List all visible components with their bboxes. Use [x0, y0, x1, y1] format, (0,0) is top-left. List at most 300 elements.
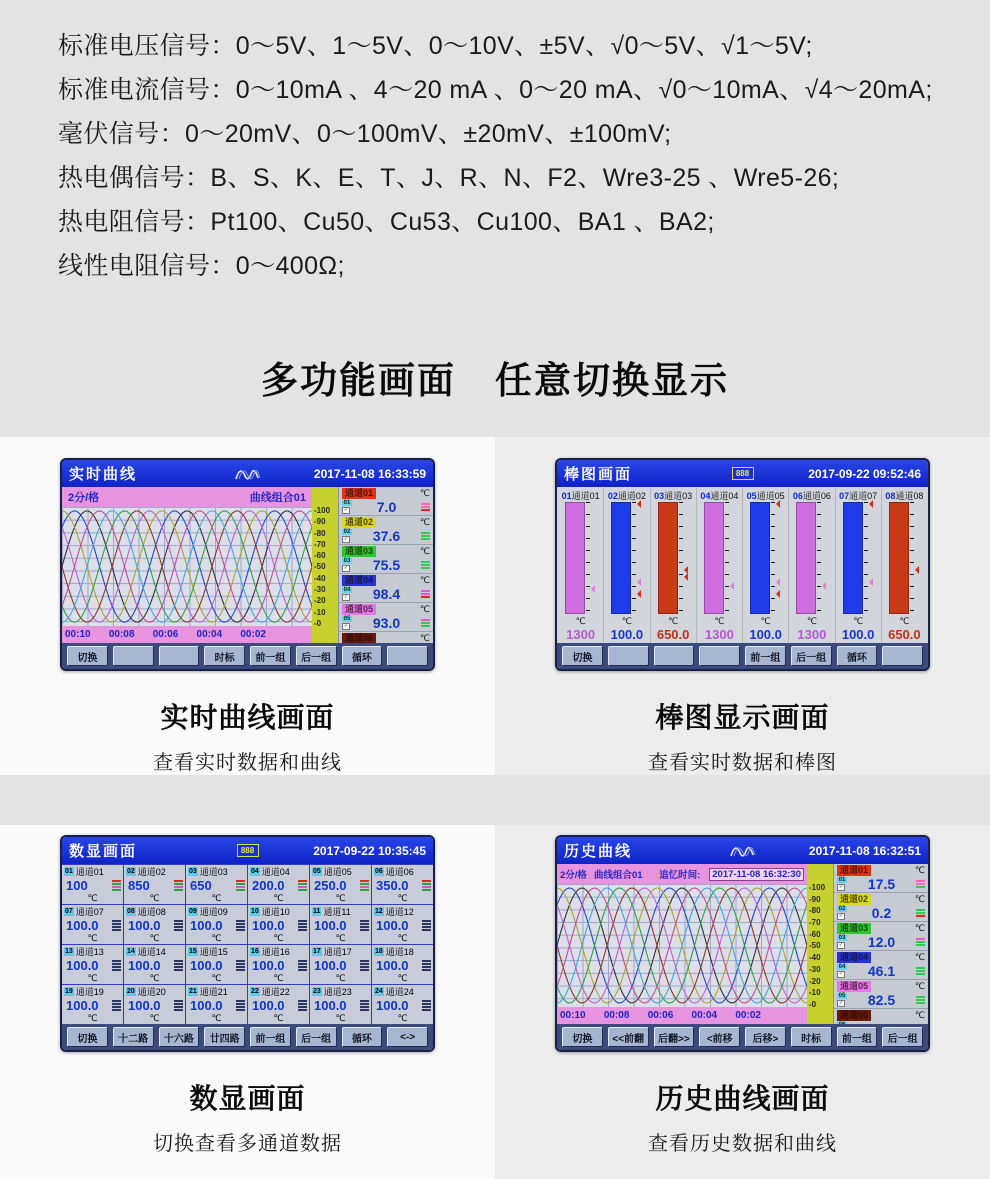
- channel-value: 46.1: [867, 962, 896, 979]
- digit-value: 100.0: [376, 997, 409, 1013]
- channel-checkbox[interactable]: [342, 594, 350, 601]
- channel-name-chip: 通道01: [342, 488, 376, 499]
- channel-index: 04: [343, 586, 351, 593]
- digit-screen-title: 数显画面: [69, 843, 138, 860]
- digit-value: 100.0: [314, 917, 347, 933]
- digital-display-icon: 888: [237, 844, 259, 857]
- bar-channel-name: 通道08: [895, 491, 924, 501]
- channel-name-chip: 通道05: [837, 981, 871, 992]
- digit-channel-name: 通道23: [323, 987, 352, 997]
- bar-fill: [565, 502, 585, 614]
- blank-button[interactable]: [882, 646, 923, 666]
- scale-tick: - 50: [809, 941, 833, 950]
- blank-button[interactable]: [699, 646, 740, 666]
- digit-value: 100.0: [128, 957, 161, 973]
- digit-value: 100.0: [190, 997, 223, 1013]
- list-lines-icon: [112, 960, 121, 971]
- scale-tick: - 0: [314, 619, 338, 628]
- digit-value: 250.0: [314, 877, 347, 893]
- blank-button[interactable]: [159, 646, 200, 666]
- bar-fill: [750, 502, 770, 614]
- swap-button[interactable]: <->: [387, 1027, 428, 1047]
- digit-channel-index: 09: [189, 908, 197, 915]
- switch-screen-button[interactable]: 切换: [67, 646, 108, 666]
- digit-cell: [372, 865, 433, 904]
- digit-channel-name: 通道06: [385, 867, 414, 877]
- bar-fill: [843, 502, 863, 614]
- channel-checkbox[interactable]: [837, 1000, 845, 1007]
- digit-channel-index: 02: [127, 868, 135, 875]
- history-recall-time[interactable]: 2017-11-08 16:32:30: [709, 868, 804, 881]
- scale-tick: - 90: [809, 895, 833, 904]
- digit-cell: [248, 905, 309, 944]
- digit-value: 100.0: [376, 917, 409, 933]
- bar-marker-icon: [633, 590, 641, 598]
- spec-line-thermocouple: 热电偶信号：B、S、K、E、T、J、R、N、F2、Wre3-25 、Wre5-26;: [58, 164, 840, 192]
- bar-range-value: 650.0: [656, 627, 690, 642]
- wave-logo-icon: [730, 845, 756, 857]
- alarm-stripes-icon: [421, 590, 430, 598]
- bar-scale-ticks: [910, 502, 914, 614]
- shift-forward-button[interactable]: 后移>: [745, 1027, 786, 1047]
- bar-marker-icon: [818, 582, 826, 590]
- history-recall-label: 追忆时间:: [659, 870, 701, 881]
- prev-group-button[interactable]: 前一组: [250, 1027, 291, 1047]
- sixteen-channel-button[interactable]: 十六路: [159, 1027, 200, 1047]
- digit-channel-index: 04: [251, 868, 259, 875]
- history-titlebar: [557, 837, 928, 864]
- history-caption: [648, 1077, 837, 1156]
- bar-fill: [611, 502, 631, 614]
- time-tick: 00:06: [647, 1010, 674, 1021]
- bar-channel: [697, 488, 743, 643]
- digit-channel-name: 通道24: [385, 987, 414, 997]
- channel-name-chip: 通道06: [342, 633, 376, 644]
- bar-marker-icon: [772, 500, 780, 508]
- trend-time-axis: [62, 626, 312, 643]
- blank-button[interactable]: [387, 646, 428, 666]
- bar-fill: [658, 502, 678, 614]
- bar-channel-name: 通道05: [756, 491, 785, 501]
- list-lines-icon: [174, 1000, 183, 1011]
- digit-value: 100.0: [314, 997, 347, 1013]
- history-caption-title: 历史曲线画面: [655, 1083, 830, 1114]
- digit-cell: [248, 865, 309, 904]
- digit-datetime: 2017-09-22 10:35:45: [313, 843, 426, 858]
- channel-unit: ℃: [419, 546, 430, 556]
- digit-cell: [248, 985, 309, 1024]
- digit-unit: ℃: [87, 893, 98, 903]
- blank-button[interactable]: [608, 646, 649, 666]
- channel-index: 03: [343, 557, 351, 564]
- bar-channel-name: 通道01: [571, 491, 600, 501]
- history-chart-column: [557, 864, 807, 1024]
- trend-channel-panel: [338, 487, 433, 643]
- bar-channel: [558, 488, 604, 643]
- bar-marker-icon: [772, 590, 780, 598]
- digit-channel-index: 22: [251, 988, 259, 995]
- bar-channel-index: 07: [839, 491, 850, 501]
- digit-channel-name: 通道18: [385, 947, 414, 957]
- scale-tick: - 40: [314, 574, 338, 583]
- time-tick: 00:02: [735, 1010, 761, 1021]
- spec-line-millivolt: 毫伏信号：0～20mV、0～100mV、±20mV、±100mV;: [58, 120, 672, 148]
- trend-scale-strip: [312, 487, 338, 643]
- channel-value: 7.0: [376, 498, 397, 515]
- digit-cell: [310, 945, 371, 984]
- switch-screen-button[interactable]: 切换: [67, 1027, 108, 1047]
- list-lines-icon: [298, 880, 307, 891]
- bar-fill: [796, 502, 816, 614]
- trend-caption-title: 实时曲线画面: [160, 702, 335, 733]
- alarm-stripes-icon: [421, 503, 430, 511]
- history-screen-title: 历史曲线: [564, 843, 633, 860]
- scale-tick: - 20: [809, 977, 833, 986]
- trend-interval-label: 2分/格: [68, 492, 100, 504]
- channel-value: 37.6: [372, 527, 401, 544]
- list-lines-icon: [112, 920, 121, 931]
- digit-channel-name: 通道16: [261, 947, 290, 957]
- channel-name-chip: 通道06: [837, 1010, 871, 1021]
- digit-channel-name: 通道15: [199, 947, 228, 957]
- time-tick: 00:06: [152, 629, 179, 640]
- history-button-bar: [557, 1024, 928, 1050]
- trend-button-bar: [62, 643, 433, 669]
- channel-index: 02: [343, 528, 351, 535]
- bar-channel-index: 04: [700, 491, 711, 501]
- scale-tick: - 30: [314, 585, 338, 594]
- digit-unit: ℃: [87, 1013, 98, 1023]
- digit-cell: [62, 945, 123, 984]
- prev-group-button[interactable]: 前一组: [837, 1027, 878, 1047]
- history-screen: [555, 835, 930, 1052]
- digit-channel-name: 通道05: [323, 867, 352, 877]
- digit-channel-name: 通道13: [75, 947, 104, 957]
- alarm-stripes-icon: [916, 880, 925, 888]
- digit-cell: [248, 945, 309, 984]
- shift-back-button[interactable]: <前移: [699, 1027, 740, 1047]
- channel-index: 01: [343, 499, 351, 506]
- next-group-button[interactable]: 后一组: [296, 646, 337, 666]
- channel-unit: ℃: [914, 923, 925, 933]
- channel-value: 75.5: [372, 556, 401, 573]
- digit-channel-index: 01: [65, 868, 73, 875]
- digit-caption: [153, 1077, 342, 1156]
- channel-value: 98.4: [372, 585, 401, 602]
- digit-channel-index: 17: [313, 948, 321, 955]
- bar-caption: [648, 696, 837, 775]
- channel-index: 02: [838, 905, 846, 912]
- channel-unit: ℃: [914, 981, 925, 991]
- bar-range-value: 1300: [566, 627, 596, 642]
- bar-scale-ticks: [586, 502, 590, 614]
- digit-cell: [372, 905, 433, 944]
- channel-index: 03: [838, 934, 846, 941]
- digit-channel-index: 16: [251, 948, 259, 955]
- page-forward-button[interactable]: 后翻>>: [654, 1027, 695, 1047]
- history-curves: [557, 884, 807, 1007]
- channel-checkbox[interactable]: [342, 623, 350, 630]
- digit-channel-name: 通道21: [199, 987, 228, 997]
- channel-unit: ℃: [419, 604, 430, 614]
- digit-caption-title: 数显画面: [189, 1083, 306, 1114]
- list-lines-icon: [112, 1000, 121, 1011]
- bar-titlebar: [557, 460, 928, 487]
- bar-fill: [704, 502, 724, 614]
- digit-unit: ℃: [273, 893, 284, 903]
- bar-channel: [836, 488, 882, 643]
- channel-readout: [834, 951, 928, 980]
- channel-readout: [339, 574, 433, 603]
- bar-fill: [889, 502, 909, 614]
- twelve-channel-button[interactable]: 十二路: [113, 1027, 154, 1047]
- list-lines-icon: [174, 920, 183, 931]
- channel-checkbox[interactable]: [342, 507, 350, 514]
- channel-checkbox[interactable]: [837, 971, 845, 978]
- bar-unit: ℃: [668, 616, 679, 626]
- bar-unit: ℃: [621, 616, 632, 626]
- trend-body: [62, 487, 433, 643]
- time-tick: 00:10: [560, 1010, 586, 1021]
- digit-cell: [310, 905, 371, 944]
- digit-value: 650: [190, 877, 212, 893]
- switch-screen-button[interactable]: 切换: [562, 1027, 603, 1047]
- digit-unit: ℃: [211, 933, 222, 943]
- history-datetime: 2017-11-08 16:32:51: [808, 843, 921, 858]
- list-lines-icon: [422, 960, 431, 971]
- list-lines-icon: [360, 1000, 369, 1011]
- next-group-button[interactable]: 后一组: [791, 646, 832, 666]
- trend-screen: [60, 458, 435, 671]
- channel-unit: ℃: [914, 1010, 925, 1020]
- digit-unit: ℃: [397, 973, 408, 983]
- cycle-button[interactable]: 循环: [342, 1027, 383, 1047]
- digit-unit: ℃: [149, 933, 160, 943]
- list-lines-icon: [422, 920, 431, 931]
- quadrant-trend: [0, 437, 495, 775]
- scale-tick: - 90: [314, 517, 338, 526]
- channel-value: 93.0: [372, 614, 401, 631]
- digit-button-bar: [62, 1024, 433, 1050]
- channel-name-chip: 通道02: [342, 517, 376, 528]
- alarm-stripes-icon: [421, 532, 430, 540]
- list-lines-icon: [298, 1000, 307, 1011]
- bar-channel-index: 02: [607, 491, 618, 501]
- digit-channel-name: 通道20: [137, 987, 166, 997]
- digit-channel-index: 11: [313, 908, 321, 915]
- bar-range-value: 1300: [797, 627, 827, 642]
- bar-channel-name: 通道03: [664, 491, 693, 501]
- digit-unit: ℃: [335, 893, 346, 903]
- channel-unit: ℃: [914, 894, 925, 904]
- list-lines-icon: [360, 880, 369, 891]
- digit-channel-name: 通道11: [323, 907, 351, 917]
- next-group-button[interactable]: 后一组: [882, 1027, 923, 1047]
- channel-index: 05: [343, 615, 351, 622]
- wave-logo-icon: [235, 468, 261, 480]
- bar-marker-icon: [633, 500, 641, 508]
- cycle-button[interactable]: 循环: [837, 646, 878, 666]
- bar-marker-icon: [865, 578, 873, 586]
- alarm-stripes-icon: [916, 967, 925, 975]
- digit-unit: ℃: [335, 933, 346, 943]
- bar-channel: [789, 488, 835, 643]
- twentyfour-channel-button[interactable]: 廿四路: [204, 1027, 245, 1047]
- digit-unit: ℃: [335, 1013, 346, 1023]
- digit-cell: [124, 905, 185, 944]
- digit-channel-index: 06: [375, 868, 383, 875]
- list-lines-icon: [174, 960, 183, 971]
- scale-tick: - 20: [314, 596, 338, 605]
- time-tick: 00:10: [65, 629, 91, 640]
- digit-value: 100.0: [314, 957, 347, 973]
- digit-value: 100.0: [376, 957, 409, 973]
- digit-cell: [62, 905, 123, 944]
- bar-button-bar: [557, 643, 928, 669]
- time-tick: 00:02: [240, 629, 266, 640]
- scale-tick: - 10: [809, 988, 833, 997]
- bar-screen: [555, 458, 930, 671]
- channel-index: 05: [838, 992, 846, 999]
- channel-readout: [339, 545, 433, 574]
- time-scale-button[interactable]: 时标: [204, 646, 245, 666]
- bar-marker-icon: [680, 573, 688, 581]
- digit-value: 100.0: [128, 997, 161, 1013]
- bar-scale-ticks: [864, 502, 868, 614]
- digit-channel-index: 19: [65, 988, 73, 995]
- bar-marker-icon: [726, 582, 734, 590]
- channel-checkbox[interactable]: [342, 565, 350, 572]
- prev-group-button[interactable]: 前一组: [745, 646, 786, 666]
- digit-value: 100.0: [252, 957, 285, 973]
- scale-tick: - 100: [314, 506, 338, 515]
- channel-checkbox[interactable]: [837, 884, 845, 891]
- alarm-stripes-icon: [421, 619, 430, 627]
- alarm-stripes-icon: [916, 909, 925, 917]
- page-back-button[interactable]: <<前翻: [608, 1027, 649, 1047]
- bar-marker-icon: [772, 578, 780, 586]
- digit-unit: ℃: [87, 933, 98, 943]
- digit-channel-index: 10: [251, 908, 259, 915]
- digit-value: 100.0: [66, 917, 99, 933]
- scale-tick: - 80: [314, 529, 338, 538]
- digit-channel-index: 15: [189, 948, 197, 955]
- bar-marker-icon: [587, 585, 595, 593]
- channel-value: 0.2: [871, 904, 892, 921]
- bar-unit: ℃: [806, 616, 817, 626]
- bar-channel: [882, 488, 927, 643]
- channel-checkbox[interactable]: [837, 913, 845, 920]
- digit-screen: [60, 835, 435, 1052]
- alarm-stripes-icon: [916, 938, 925, 946]
- channel-unit: ℃: [914, 865, 925, 875]
- trend-chart-column: [62, 487, 312, 643]
- bar-unit: ℃: [899, 616, 910, 626]
- list-lines-icon: [422, 1000, 431, 1011]
- digit-cell: [186, 985, 247, 1024]
- channel-index: 01: [838, 876, 846, 883]
- trend-screen-title: 实时曲线: [69, 466, 138, 483]
- channel-index: 04: [838, 963, 846, 970]
- scale-tick: - 70: [314, 540, 338, 549]
- scale-tick: - 0: [809, 1000, 833, 1009]
- channel-readout: [339, 603, 433, 632]
- digit-unit: ℃: [149, 973, 160, 983]
- bar-columns: [557, 487, 928, 643]
- channel-checkbox[interactable]: [342, 536, 350, 543]
- channel-name-chip: 通道03: [342, 546, 376, 557]
- prev-group-button[interactable]: 前一组: [250, 646, 291, 666]
- quadrant-digits: [0, 825, 495, 1179]
- history-curve-group-label: 曲线组合01: [593, 870, 643, 881]
- history-body: [557, 864, 928, 1024]
- time-tick: 00:04: [691, 1010, 718, 1021]
- digit-cell: [372, 985, 433, 1024]
- digit-channel-name: 通道19: [75, 987, 104, 997]
- digit-grid: [62, 864, 433, 1024]
- scale-tick: - 60: [809, 930, 833, 939]
- digit-value: 100.0: [252, 997, 285, 1013]
- blank-button[interactable]: [113, 646, 154, 666]
- digit-cell: [124, 945, 185, 984]
- bar-datetime: 2017-09-22 09:52:46: [808, 466, 921, 481]
- list-lines-icon: [298, 960, 307, 971]
- channel-checkbox[interactable]: [837, 942, 845, 949]
- bar-screen-title: 棒图画面: [564, 466, 633, 483]
- digit-unit: ℃: [335, 973, 346, 983]
- digit-cell: [62, 865, 123, 904]
- time-scale-button[interactable]: 时标: [791, 1027, 832, 1047]
- channel-name-chip: 通道02: [837, 894, 871, 905]
- spec-line-rtd: 热电阻信号：Pt100、Cu50、Cu53、Cu100、BA1 、BA2;: [58, 208, 715, 236]
- cycle-button[interactable]: 循环: [342, 646, 383, 666]
- digit-cell: [124, 985, 185, 1024]
- alarm-stripes-icon: [421, 561, 430, 569]
- channel-value: 82.5: [867, 991, 896, 1008]
- time-tick: 00:08: [603, 1010, 630, 1021]
- blank-button[interactable]: [654, 646, 695, 666]
- digit-titlebar: [62, 837, 433, 864]
- digit-channel-index: 20: [127, 988, 135, 995]
- channel-readout: [834, 864, 928, 893]
- scale-tick: - 50: [314, 562, 338, 571]
- digit-channel-name: 通道14: [137, 947, 166, 957]
- bar-range-value: 100.0: [610, 627, 644, 642]
- channel-name-chip: 通道01: [837, 865, 871, 876]
- list-lines-icon: [422, 880, 431, 891]
- bar-channel-name: 通道07: [849, 491, 878, 501]
- trend-caption-subtitle: 查看实时数据和曲线: [153, 752, 342, 774]
- digit-cell: [310, 985, 371, 1024]
- list-lines-icon: [174, 880, 183, 891]
- scale-tick: - 100: [809, 883, 833, 892]
- trend-curve-group-label: 曲线组合01: [249, 492, 306, 504]
- quadrant-bars: [495, 437, 990, 775]
- digit-unit: ℃: [211, 1013, 222, 1023]
- spec-line-resistance: 线性电阻信号：0～400Ω;: [58, 252, 345, 280]
- next-group-button[interactable]: 后一组: [296, 1027, 337, 1047]
- trend-datetime: 2017-11-08 16:33:59: [313, 466, 426, 481]
- switch-screen-button[interactable]: 切换: [562, 646, 603, 666]
- channel-unit: ℃: [419, 633, 430, 643]
- bar-scale-ticks: [817, 502, 821, 614]
- digit-cell: [186, 945, 247, 984]
- bar-channel: [604, 488, 650, 643]
- bar-channel-index: 01: [561, 491, 572, 501]
- list-lines-icon: [236, 920, 245, 931]
- list-lines-icon: [236, 1000, 245, 1011]
- scale-tick: - 70: [809, 918, 833, 927]
